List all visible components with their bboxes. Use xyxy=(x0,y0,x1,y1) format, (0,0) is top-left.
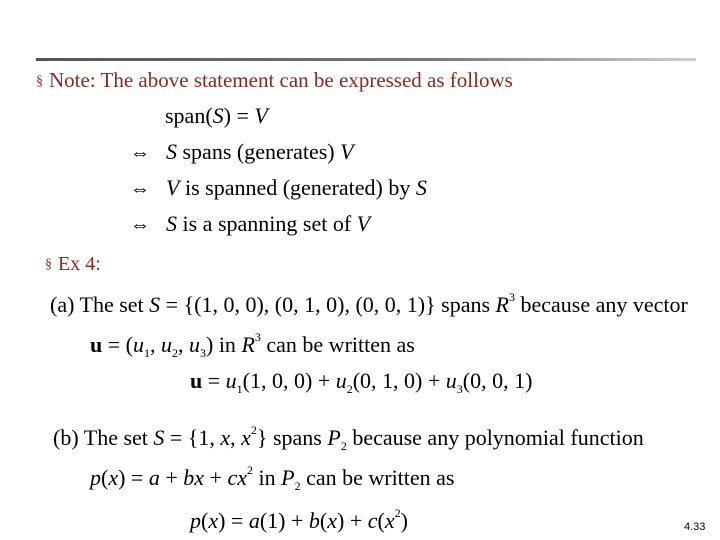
part-a-statement: (a) The set S = {(1, 0, 0), (0, 1, 0), (0, 0, 1)} spans $R^3$ because any vector xyxy=(50,290,688,317)
note-text: Note: The above statement can be expressed as follows xyxy=(49,68,513,92)
part-b-linear-combination: $p(x) = a(1) + b(x) + c(x^2)$ xyxy=(190,506,408,533)
example-bullet-icon: § xyxy=(45,257,52,272)
page-number: 4.33 xyxy=(684,521,706,533)
example-heading xyxy=(45,253,101,276)
equiv-line-3: ⇔ S is a spanning set of V xyxy=(130,211,371,236)
iff-arrow-icon: ⇔ xyxy=(130,214,150,236)
note-line xyxy=(36,68,513,93)
equiv-line-1: ⇔ S spans (generates) V xyxy=(130,139,354,164)
part-b-statement: (b) The set S = {1, x, $x^2$} spans $P_2$ because any polynomial function xyxy=(53,423,644,453)
part-b-polynomial-def: p(x) = a + bx + $cx^2$ in $P_2$ can be written as xyxy=(90,463,455,493)
equiv-line-2: ⇔ V is spanned (generated) by S xyxy=(130,175,427,200)
part-a-linear-combination: $u = u_1(1$, 0, $0) + u_2(0$, 1, $0) + u_3(0$, 0, 1) xyxy=(190,368,533,396)
iff-arrow-icon: ⇔ xyxy=(130,178,150,200)
title-rule xyxy=(36,58,696,61)
span-equation: span(S) = V xyxy=(165,103,268,128)
iff-arrow-icon: ⇔ xyxy=(130,142,150,164)
note-bullet-icon: § xyxy=(36,74,43,89)
example-label: Ex 4: xyxy=(58,253,101,275)
part-a-vector-def: $u = (u_1$, $u_2$, $u_3$) in $R^3$ can be written as xyxy=(90,330,415,360)
